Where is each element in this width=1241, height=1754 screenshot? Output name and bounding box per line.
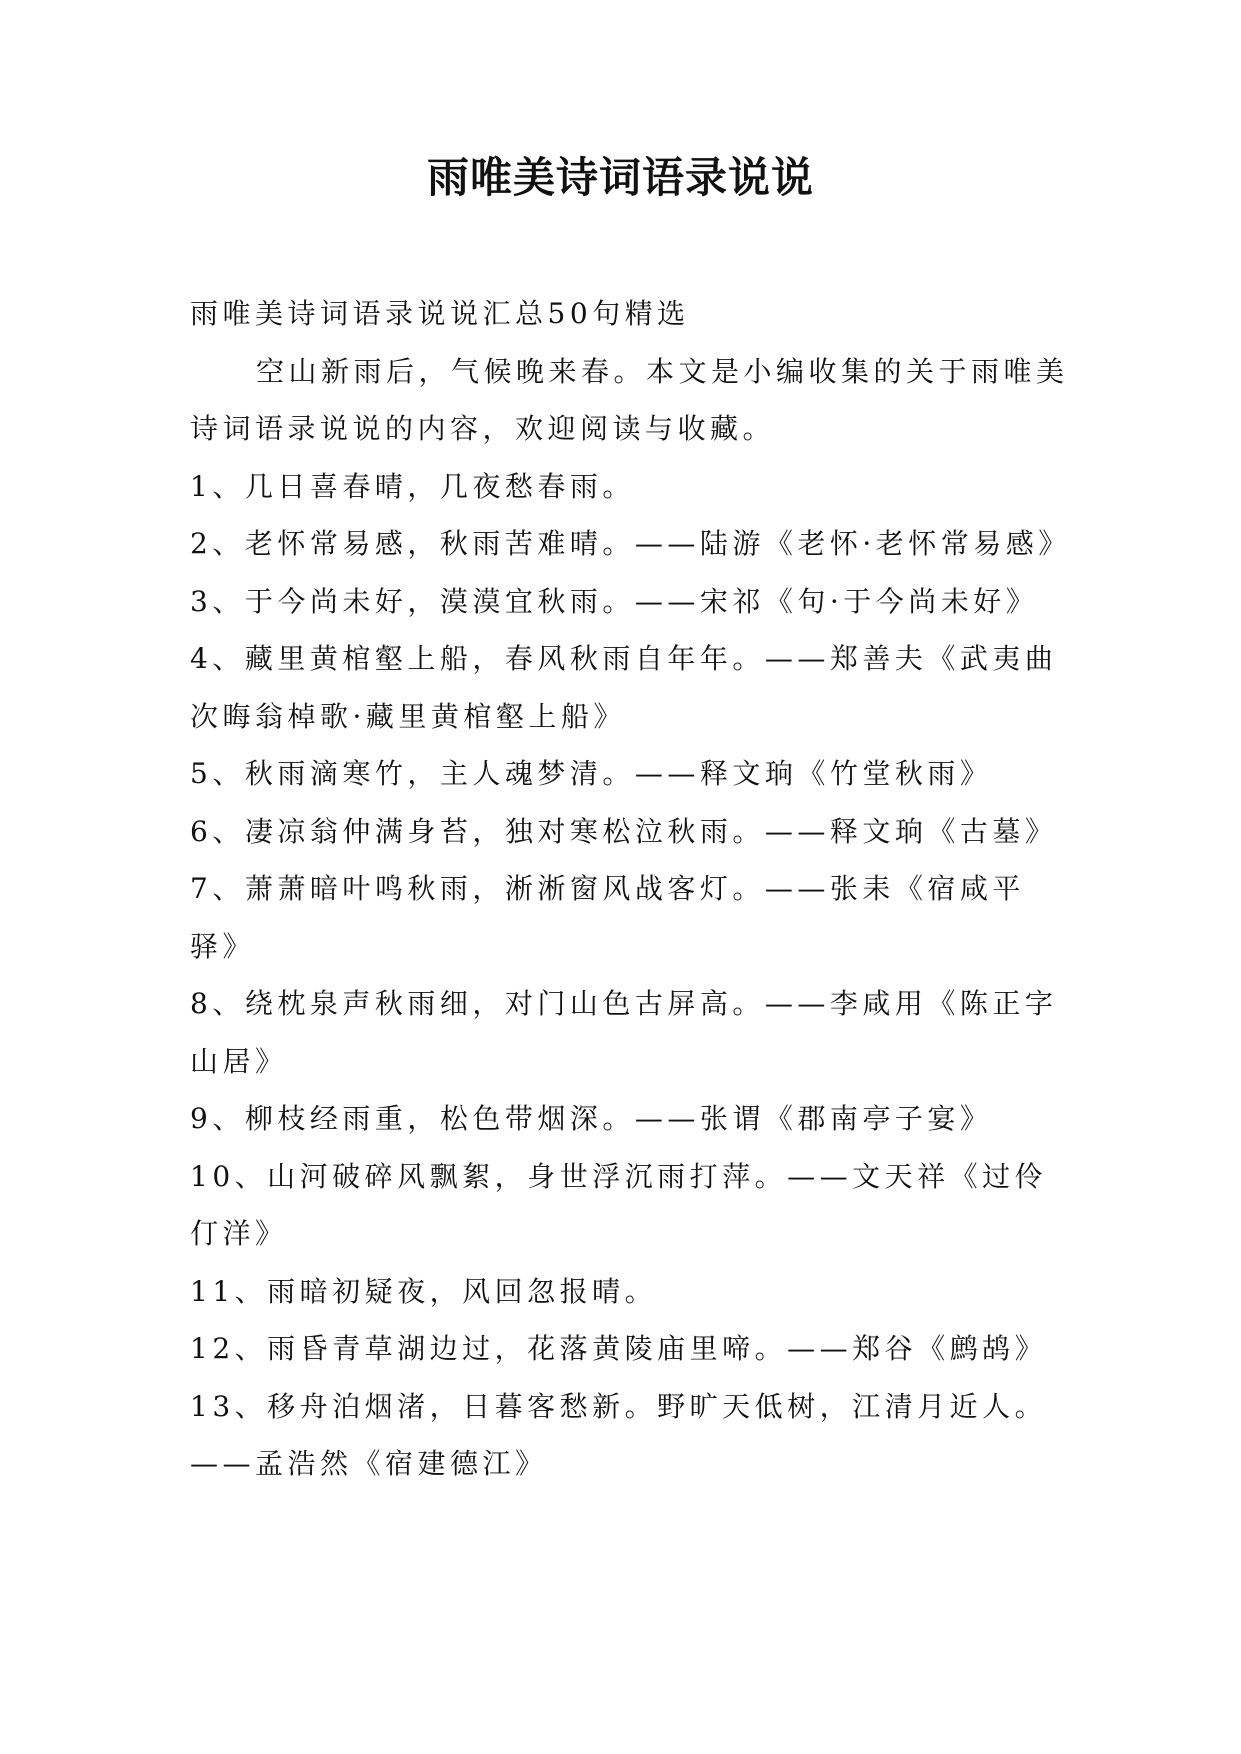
- document-title: 雨唯美诗词语录说说: [426, 153, 814, 202]
- list-item: 9、柳枝经雨重，松色带烟深。——张谓《郡南亭子宴》: [190, 1102, 993, 1135]
- list-item: 11、雨暗初疑夜，风回忽报晴。: [190, 1274, 658, 1308]
- list-item: 12、雨昏青草湖边过，花落黄陵庙里啼。——郑谷《鹧鸪》: [190, 1332, 1048, 1365]
- list-item: 6、凄凉翁仲满身苔，独对寒松泣秋雨。——释文珦《古墓》: [190, 814, 1058, 848]
- list-item: 2、老怀常易感，秋雨苦难晴。——陆游《老怀·老怀常易感》: [190, 527, 1071, 560]
- list-item: 10、山河破碎风飘絮，身世浮沉雨打萍。——文天祥《过伶仃洋》: [190, 1159, 1048, 1250]
- list-item: 1、几日喜春晴，几夜愁春雨。: [190, 469, 635, 503]
- intro-paragraph: 空山新雨后，气候晚来春。本文是小编收集的关于雨唯美诗词语录说说的内容，欢迎阅读与收藏。: [190, 354, 1069, 445]
- document-body: [190, 285, 1070, 1493]
- list-item: 5、秋雨滴寒竹，主人魂梦清。——释文珦《竹堂秋雨》: [190, 757, 993, 790]
- list-item: 8、绕枕泉声秋雨细，对门山色古屏高。——李咸用《陈正字山居》: [190, 987, 1058, 1078]
- list-item: 7、萧萧暗叶鸣秋雨，淅淅窗风战客灯。——张耒《宿咸平驿》: [190, 872, 1025, 963]
- list-item: 4、藏里黄棺壑上船，春风秋雨自年年。——郑善夫《武夷曲次晦翁棹歌·藏里黄棺壑上船》: [190, 642, 1058, 733]
- document-subtitle: 雨唯美诗词语录说说汇总50句精选: [190, 297, 690, 330]
- list-item: 3、于今尚未好，漠漠宜秋雨。——宋祁《句·于今尚未好》: [190, 584, 1039, 618]
- list-item: 13、移舟泊烟渚，日暮客愁新。野旷天低树，江清月近人。——孟浩然《宿建德江》: [190, 1389, 1048, 1480]
